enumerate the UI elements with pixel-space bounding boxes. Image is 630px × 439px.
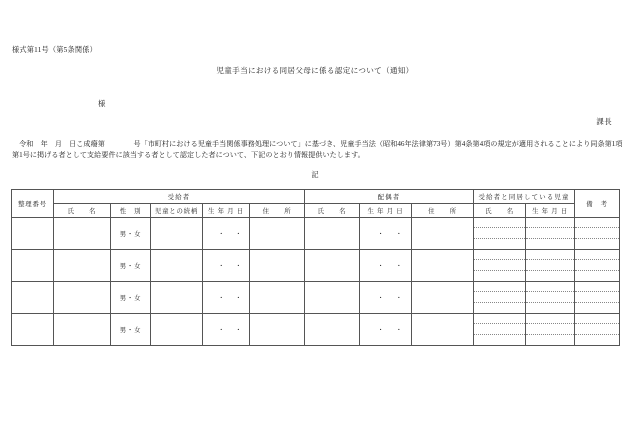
cell-recipient-address[interactable] bbox=[250, 282, 305, 314]
cell-spouse-address[interactable] bbox=[412, 282, 474, 314]
header-spouse-name: 氏 名 bbox=[305, 204, 360, 218]
header-group-children: 受給者と同居している児童 bbox=[474, 190, 575, 204]
addressee-label: 様 bbox=[98, 99, 106, 108]
table-row[interactable] bbox=[12, 218, 620, 250]
cell-spouse-birthdate[interactable]: ・ ・ bbox=[360, 250, 412, 282]
form-number: 様式第11号（第5条関係） bbox=[12, 46, 97, 54]
body-line-2: 第1号に掲げる者として支給要件に該当する者として認定した者について、下記のとおり情報提供いたします。 bbox=[12, 151, 365, 160]
header-recipient-sex: 性 別 bbox=[111, 204, 151, 218]
cell-recipient-name[interactable] bbox=[54, 314, 111, 346]
cell-remarks[interactable] bbox=[575, 218, 620, 250]
cell-child-birthdate[interactable] bbox=[526, 314, 575, 346]
cell-recipient-name[interactable] bbox=[54, 250, 111, 282]
header-remarks: 備 考 bbox=[575, 190, 620, 218]
cell-spouse-birthdate[interactable]: ・ ・ bbox=[360, 282, 412, 314]
table-row[interactable] bbox=[12, 250, 620, 282]
cell-recipient-sex[interactable]: 男・女 bbox=[111, 314, 151, 346]
form-table bbox=[11, 189, 620, 346]
cell-recipient-sex[interactable]: 男・女 bbox=[111, 218, 151, 250]
cell-control-number[interactable] bbox=[12, 250, 54, 282]
cell-recipient-birthdate[interactable]: ・ ・ bbox=[203, 218, 250, 250]
header-child-birthdate: 生 年 月 日 bbox=[526, 204, 575, 218]
form-table-wrapper bbox=[11, 189, 619, 346]
cell-spouse-birthdate[interactable]: ・ ・ bbox=[360, 314, 412, 346]
cell-child-name[interactable] bbox=[474, 282, 526, 314]
table-group-header-row bbox=[12, 190, 620, 204]
page-title: 児童手当における同居父母に係る認定について（通知） bbox=[216, 66, 414, 75]
cell-remarks[interactable] bbox=[575, 250, 620, 282]
header-recipient-name: 氏 名 bbox=[54, 204, 111, 218]
header-recipient-relation: 児童との続柄 bbox=[151, 204, 203, 218]
cell-child-name[interactable] bbox=[474, 314, 526, 346]
cell-recipient-relation[interactable] bbox=[151, 218, 203, 250]
header-child-name: 氏 名 bbox=[474, 204, 526, 218]
cell-child-name[interactable] bbox=[474, 250, 526, 282]
cell-recipient-address[interactable] bbox=[250, 314, 305, 346]
cell-recipient-relation[interactable] bbox=[151, 314, 203, 346]
cell-recipient-birthdate[interactable]: ・ ・ bbox=[203, 250, 250, 282]
cell-child-birthdate[interactable] bbox=[526, 250, 575, 282]
cell-control-number[interactable] bbox=[12, 282, 54, 314]
table-body bbox=[12, 218, 620, 346]
cell-control-number[interactable] bbox=[12, 218, 54, 250]
table-row[interactable] bbox=[12, 282, 620, 314]
cell-recipient-sex[interactable]: 男・女 bbox=[111, 250, 151, 282]
cell-spouse-name[interactable] bbox=[305, 314, 360, 346]
cell-spouse-address[interactable] bbox=[412, 250, 474, 282]
cell-spouse-address[interactable] bbox=[412, 218, 474, 250]
ki-marker: 記 bbox=[311, 171, 319, 179]
cell-recipient-sex[interactable]: 男・女 bbox=[111, 282, 151, 314]
cell-recipient-name[interactable] bbox=[54, 218, 111, 250]
header-control-number: 整理番号 bbox=[12, 190, 54, 218]
body-paragraph bbox=[12, 139, 623, 161]
cell-spouse-name[interactable] bbox=[305, 218, 360, 250]
cell-remarks[interactable] bbox=[575, 314, 620, 346]
header-spouse-address: 住 所 bbox=[412, 204, 474, 218]
cell-recipient-address[interactable] bbox=[250, 218, 305, 250]
cell-spouse-address[interactable] bbox=[412, 314, 474, 346]
table-sub-header-row bbox=[12, 204, 620, 218]
header-recipient-address: 住 所 bbox=[250, 204, 305, 218]
cell-recipient-name[interactable] bbox=[54, 282, 111, 314]
header-recipient-birthdate: 生 年 月 日 bbox=[203, 204, 250, 218]
table-row[interactable] bbox=[12, 314, 620, 346]
cell-control-number[interactable] bbox=[12, 314, 54, 346]
cell-recipient-relation[interactable] bbox=[151, 250, 203, 282]
header-group-recipient: 受給者 bbox=[54, 190, 305, 204]
issuer-label: 課長 bbox=[596, 117, 612, 126]
header-group-spouse: 配偶者 bbox=[305, 190, 474, 204]
body-line-1: 令和 年 月 日こ成癈第 号「市町村における児童手当関係事務処理について」に基づき、児童手当法（昭和46年法律第73号）第4条第4項の規定が適用されることにより同条第1項 bbox=[12, 140, 623, 148]
cell-child-birthdate[interactable] bbox=[526, 218, 575, 250]
cell-child-name[interactable] bbox=[474, 218, 526, 250]
cell-remarks[interactable] bbox=[575, 282, 620, 314]
cell-recipient-address[interactable] bbox=[250, 250, 305, 282]
cell-child-birthdate[interactable] bbox=[526, 282, 575, 314]
cell-recipient-birthdate[interactable]: ・ ・ bbox=[203, 282, 250, 314]
cell-recipient-birthdate[interactable]: ・ ・ bbox=[203, 314, 250, 346]
header-spouse-birthdate: 生 年 月 日 bbox=[360, 204, 412, 218]
cell-spouse-name[interactable] bbox=[305, 250, 360, 282]
cell-spouse-birthdate[interactable]: ・ ・ bbox=[360, 218, 412, 250]
cell-spouse-name[interactable] bbox=[305, 282, 360, 314]
cell-recipient-relation[interactable] bbox=[151, 282, 203, 314]
